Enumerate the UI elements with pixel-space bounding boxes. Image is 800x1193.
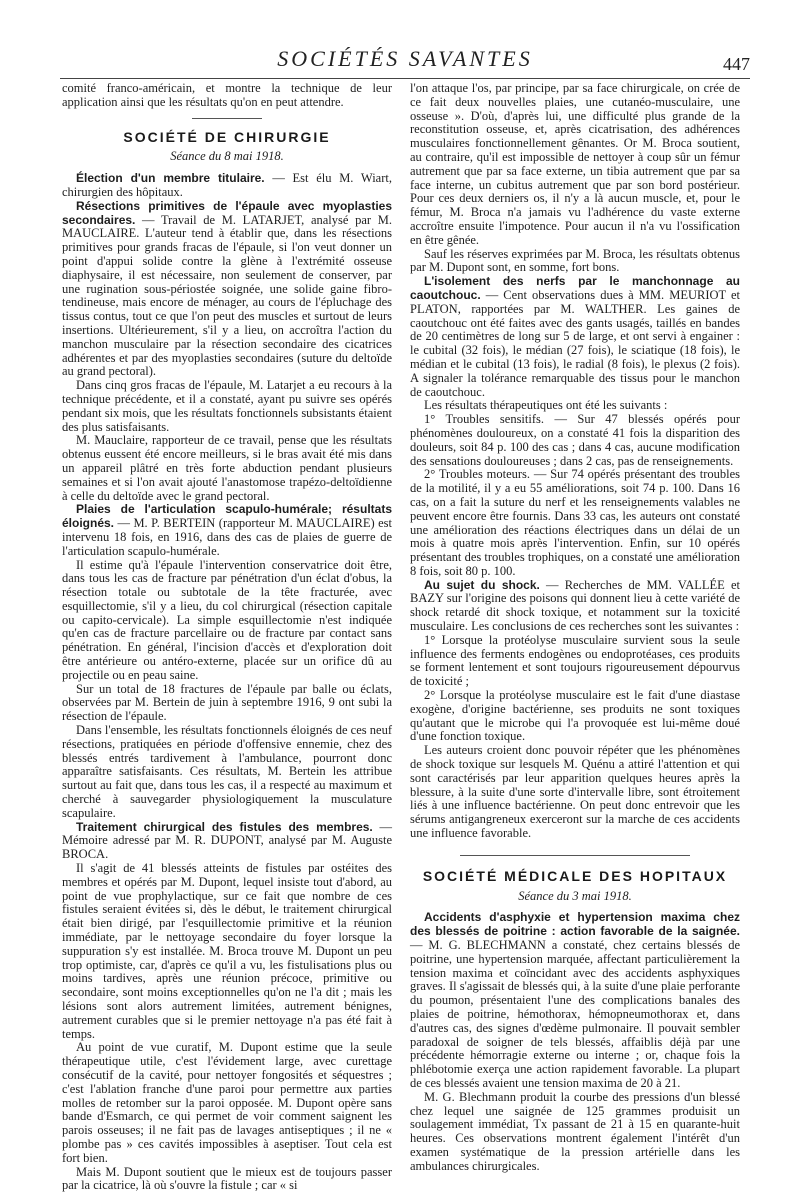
separator-rule (460, 855, 690, 856)
paragraph: 2° Lorsque la protéolyse musculaire est le fait d'une diastase exogène, d'origine bactérienne, ses produits ne sont toxiques qu'autant que le microbe qui l'a provoquée est lui-même doué d'une fonction toxique. (410, 688, 740, 744)
paragraph: Au point de vue curatif, M. Dupont estime que la seule thérapeutique utile, c'est l'évidement large, avec curettage consécutif de la cavité, pour nettoyer fongosités et séquestres ; c'est l'ablation franche d'une paroi pour permettre aux parties molles de retomber sur la paroi opposée. M. Dupont opère sans bande d'Esmarch, ce qui permet de voir comment saignent les parois osseuses; il ne fait pas de lavages antiseptiques ; il ne « plombe pas » ces cavités impossibles à aseptiser. Tout cela est fort bien. (62, 1040, 392, 1165)
article-title: Accidents d'asphyxie et hypertension maxima chez des blessés de poitrine : action favorable de la saignée. (410, 910, 740, 939)
article-text: — Mémoire adressé par M. R. DUPONT, analysé par M. Auguste BROCA. (62, 819, 393, 862)
paragraph: 1° Lorsque la protéolyse musculaire survient sous la seule influence des ferments endogènes ou endoprotéases, ces produits se forment lentement et sont toujours rigoureusement dépourvus de toxicité ; (410, 632, 740, 689)
session-date: Séance du 8 mai 1918. (170, 149, 284, 164)
article-resections (62, 200, 392, 379)
paragraph: M. G. Blechmann produit la courbe des pressions d'un blessé chez lequel une saignée de 125 grammes produisit un soulagement immédiat, Tx passant de 21 à 15 en quarante-huit heures. Ces observations montrent également l'intérêt d'un examen systématique de la pression artérielle dans les ambulances chirurgicales. (410, 1089, 740, 1173)
article-election (62, 172, 392, 200)
article-asphyxie (410, 911, 740, 1090)
article-text: — Recherches de MM. VALLÉE et BAZY sur l'origine des poisons qui donnent lieu à cette variété de shock retardé dit shock toxique, et notamment sur la toxicité musculaire. Les conclusions de ces recherches sont les suivantes : (410, 577, 740, 634)
article-shock (410, 579, 740, 634)
article-title: Traitement chirurgical des fistules des membres. (76, 819, 373, 834)
right-column (410, 81, 740, 1173)
section-heading-chirurgie: SOCIÉTÉ DE CHIRURGIE (123, 128, 331, 145)
paragraph: Dans l'ensemble, les résultats fonctionnels éloignés de ces neuf résections, pratiquées en période d'offensive ennemie, chez des blessés entrés tardivement à l'ambulance, pourront donc apparaître satisfaisants. Ces résultats, M. Bertein les attribue surtout au fait que, dans tous les cas, il a respecté au maximum et cherché à sauvegarder physiologiquement la musculature scapulaire. (62, 723, 392, 820)
paragraph: 1° Troubles sensitifs. — Sur 47 blessés opérés pour phénomènes douloureux, on a constaté 41 fois la disparition des douleurs, soit 84 p. 100 des cas ; dans 4 cas, aucune modification des sensations douloureuses ; dans 2 cas, pas de renseignements. (410, 412, 740, 468)
section-heading-medicale: SOCIÉTÉ MÉDICALE DES HOPITAUX (422, 867, 728, 884)
article-text: — Travail de M. LATARJET, analysé par M. MAUCLAIRE. L'auteur tend à établir que, dans les résections primitives pour grands fracas de l'épaule, si l'on veut donner un point d'appui solide contre la glène à l'extrémité osseuse diaphysaire, il est nécessaire, non seulement de conserver, par une rugination sous-périostée soignée, une solide gaine fibro-tendineuse, mais encore de ménager, au cours de l'épluchage des tissus contus, tout ce que l'on peut des muscles et surtout de leurs insertions. Ultérieurement, s'il y a lieu, on accroîtra l'action du manchon musculaire par la résection secondaire des cicatrices adhérentes et par des myoplasties secondaires (suture du deltoïde au grand pectoral). (62, 212, 392, 379)
article-text: — M. G. BLECHMANN a constaté, chez certains blessés de poitrine, une hypertension marquée, affectant particulièrement la tension maxima et coïncidant avec des accidents asphyxiques graves. Il s'agissait de blessés qui, à la suite d'une plaie perforante du poumon, présentaient l'une des complications banales des plaies de poitrine, hémothorax, hémopneumothorax et, dans d'autres cas, des signes d'œdème pulmonaire. Il pouvait sembler paradoxal de soigner de tels blessés, affaiblis déjà par une précédente hémorragie externe ou interne ; or, chaque fois la phlébotomie exerça une action rapidement favorable. La plupart de ces blessés avaient une tension maxima de 20 à 21. (410, 938, 740, 1090)
article-title: Plaies de l'articulation scapulo-humérale; résultats éloignés. (62, 502, 392, 531)
separator-rule (192, 118, 262, 119)
paragraph: Il s'agit de 41 blessés atteints de fistules par ostéites des membres et opérés par M. Dupont, lequel insiste tout d'abord, au point de vue prophylactique, sur ce fait que nombre de ces fistules seraient évitées si, dès le début, le traitement chirurgical était bien dirigé, par l'esquillectomie primitive et la réunion immédiate, par le nettoyage secondaire du foyer lorsque la suppuration s'y est installée. M. Broca trouve M. Dupont un peu trop optimiste, car, d'après ce qu'il a vu, les fistulisations plus ou moins tardives, après une réunion précoce, primitive ou secondaire, sont moins exceptionnelles qu'on ne l'a dit ; mais les lésions sont alors autrement limitées, autrement bénignes, autrement curables que si le premier nettoyage n'a pas été fait à temps. (62, 861, 392, 1041)
page-number: 447 (723, 54, 750, 74)
paragraph: l'on attaque l'os, par principe, par sa face chirurgicale, on crée de ce fait deux nouvelles plaies, une cutanéo-musculaire, une osseuse ». D'où, d'après lui, une difficulté plus grande de la reconstitution osseuse, et, après cicatrisation, des adhérences musculaires fonctionnellement gênantes. Or M. Broca soutient, au contraire, qu'il est impossible de nettoyer à coup sûr un fémur autrement que par sa face externe, un tibia autrement que par sa face interne, un cubitus autrement que par son bord postérieur. Pour ces deux derniers os, il n'y a là aucun muscle, et, pour le fémur, M. Broca n'a jamais vu l'adhérence du vaste externe accroître ensuite l'impotence. Pour aucun il n'a vu l'ossification en être gênée. (410, 81, 740, 247)
paragraph: Sur un total de 18 fractures de l'épaule par balle ou éclats, observées par M. Bertein de juin à septembre 1916, 9 ont subi la résection de l'épaule. (62, 681, 392, 724)
article-title: Au sujet du shock. (424, 577, 540, 592)
page-header (60, 44, 750, 79)
paragraph: Les auteurs croient donc pouvoir répéter que les phénomènes de shock toxique sur lesquels M. Quénu a attiré l'attention et qui sont caractérisés par leur apparition quelques heures après la blessure, à la suite d'une sorte d'intervalle libre, sont étroitement liés à une influence bactérienne. On peut donc entrevoir que les sérums antigangreneux exerceront sur la marche de ces accidents une influence favorable. (410, 743, 740, 841)
running-head: SOCIÉTÉS SAVANTES (277, 46, 533, 71)
paragraph: Les résultats thérapeutiques ont été les suivants : (424, 398, 668, 413)
article-title: Résections primitives de l'épaule avec myoplasties secondaires. (62, 198, 392, 227)
article-title: Élection d'un membre titulaire. (76, 171, 265, 186)
article-plaies (62, 503, 392, 558)
left-column (62, 81, 393, 1193)
article-text: — Est élu M. Wiart, chirurgien des hôpitaux. (62, 171, 392, 199)
article-text: — M. P. BERTEIN (rapporteur M. MAUCLAIRE) est intervenu 18 fois, en 1916, dans des cas de plaies de guerre de l'articulation scapulo-humérale. (62, 516, 392, 558)
article-text: — Cent observations dues à MM. MEURIOT et PLATON, rapportées par M. WALTHER. Les gaines de caoutchouc ont été faites avec des gants usagés, taillés en bandes de 20 centimètres de long sur 5 de large, et ont servi à engainer : le cubital (32 fois), le médian (27 fois), le sciatique (18 fois), le médian et le cubital (13 fois), le radial (8 fois), le plexus (2 fois). A signaler la tolérance remarquable des tissus pour le manchon de caoutchouc. (410, 287, 740, 399)
session-date: Séance du 3 mai 1918. (518, 888, 632, 903)
paragraph: Il estime qu'à l'épaule l'intervention conservatrice doit être, dans tous les cas de fracture par pénétration d'un éclat d'obus, la résection totale ou subtotale de la tête fracturée, avec esquillectomie, s'il y a lieu, du col chirurgical (résection capitale ou capito-cervicale). La simple esquillectomie n'est indiquée qu'en cas de fracture parcellaire ou de fracture par contact sans pénétration. En général, l'incision d'accès et d'exploration doit être antérieure ou antéro-externe, placée sur un orifice dû au projectile ou en peau saine. (62, 557, 392, 682)
paragraph: Sauf les réserves exprimées par M. Broca, les résultats obtenus par M. Dupont sont, en somme, fort bons. (410, 246, 740, 275)
paragraph: M. Mauclaire, rapporteur de ce travail, pense que les résultats obtenus eussent été encore meilleurs, si le bras avait été mis dans un appareil plâtré en très forte abduction pendant plusieurs semaines et si l'on avait ajouté l'anastomose trapézo-deltoïdienne à celle du deltoïde avec le grand pectoral. (62, 433, 392, 503)
article-isolement (410, 275, 740, 399)
paragraph: Mais M. Dupont soutient que le mieux est de toujours passer par la cicatrice, là où s'ouvre la fistule ; car « si (62, 1164, 392, 1193)
intro-paragraph: comité franco-américain, et montre la technique de leur application ainsi que les résultats qu'on en peut attendre. (62, 81, 392, 109)
paragraph: Dans cinq gros fracas de l'épaule, M. Latarjet a eu recours à la technique précédente, et il a constaté, ayant pu suivre ses opérés pendant six mois, que les résultats fonctionnels subsistants étaient des plus satisfaisants. (62, 378, 392, 434)
article-title: L'isolement des nerfs par le manchonnage au caoutchouc. (410, 274, 740, 302)
article-fistules (62, 821, 392, 862)
paragraph: 2° Troubles moteurs. — Sur 74 opérés présentant des troubles de la motilité, il y a eu 55 améliorations, soit 74 p. 100. Dans 16 cas, on a fait la suture du nerf et les renseignements valables ne peuvent encore être fournis. Dans 33 cas, les auteurs ont constaté une amélioration des réactions électriques dans un délai de un mois à quatre mois après l'intervention. Enfin, sur 10 opérés présentant des troubles trophiques, on a constaté une amélioration 8 fois, soit 80 p. 100. (410, 467, 740, 578)
